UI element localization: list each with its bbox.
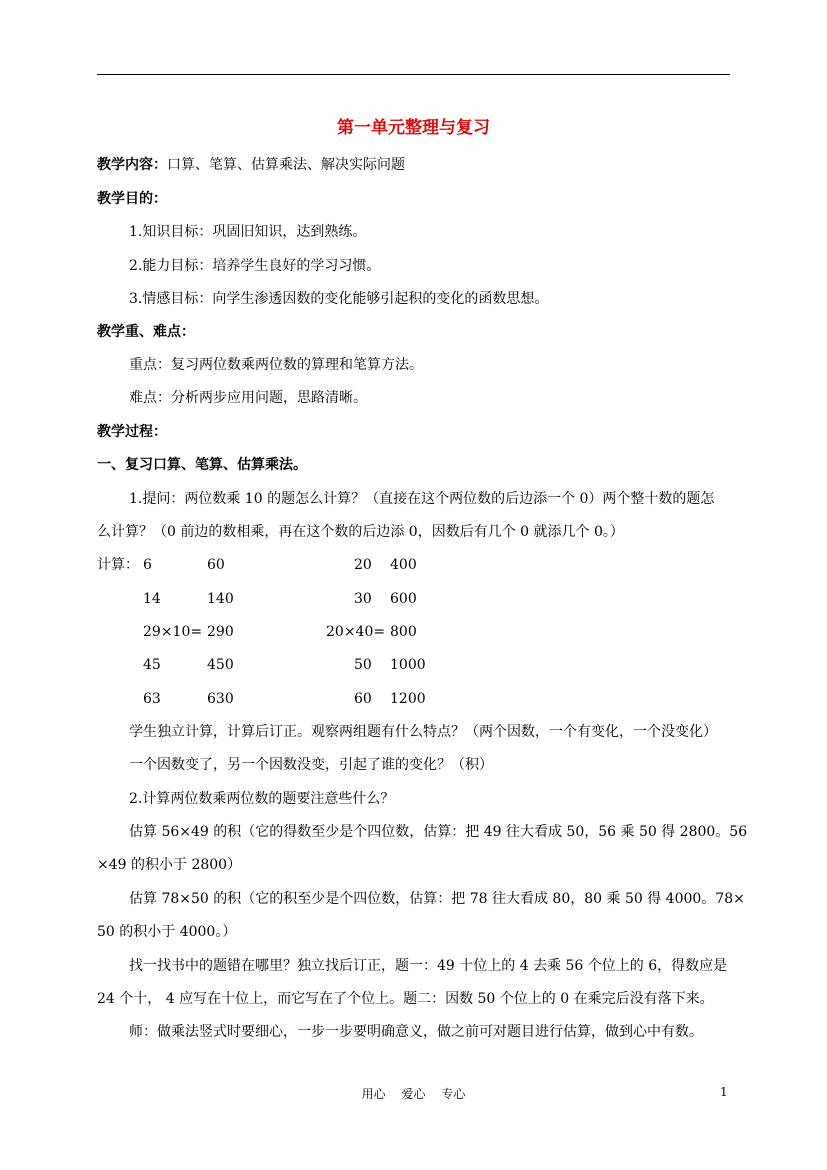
estimate-2-line-1: 估算 78×50 的积（它的积至少是个四位数，估算：把 78 往大看成 80，80 乘 50 得 4000。78× [129,891,745,907]
paragraph-observe: 学生独立计算，计算后订正。观察两组题有什么特点？（两个因数，一个有变化，一个没变化） [129,724,717,740]
content-text: 口算、笔算、估算乘法、解决实际问题 [167,157,405,173]
calc-cell: 600 [390,591,417,607]
key-point: 重点：复习两位数乘两位数的算理和笔算方法。 [129,357,423,373]
calc-cell: 29×10= [143,624,203,640]
page-footer [0,1085,827,1102]
question-1-line-1: 1.提问：两位数乘 10 的题怎么计算？（直接在这个两位数的后边添一个 0）两个整十数的题怎 [129,491,715,507]
goal-1: 1.知识目标：巩固旧知识，达到熟练。 [129,224,367,240]
footer-text: 用心 [361,1087,386,1101]
header-rule [97,74,730,75]
content-label: 教学内容： [97,157,167,173]
calc-cell: 14 [143,591,161,607]
estimate-2-line-2: 50 的积小于 4000。） [97,924,237,940]
calc-cell: 60 [354,691,372,707]
question-1-line-2: 么计算？（0 前边的数相乘，再在这个数的后边添 0，因数后有几个 0 就添几个 0。） [97,524,624,540]
calc-cell: 800 [390,624,417,640]
estimate-1-line-2: ×49 的积小于 2800） [97,857,242,873]
process-label: 教学过程： [97,424,167,440]
calc-cell: 20 [354,557,372,573]
calc-cell: 450 [207,657,234,673]
question-2: 2.计算两位数乘两位数的题要注意些什么？ [129,791,395,807]
paragraph-change: 一个因数变了，另一个因数没变，引起了谁的变化？（积） [129,757,493,773]
calc-cell: 1200 [390,691,426,707]
calc-cell: 1000 [390,657,426,673]
teacher-note: 师：做乘法竖式时要细心，一步一步要明确意义，做之前可对题目进行估算，做到心中有数。 [129,1024,703,1040]
find-errors-line-1: 找一找书中的题错在哪里？独立找后订正，题一：49 十位上的 4 去乘 56 个位上的 6，得数应是 [129,958,728,974]
calc-cell: 290 [207,624,234,640]
calc-cell: 20×40= [326,624,386,640]
calc-cell: 140 [207,591,234,607]
page-number: 1 [720,1085,728,1099]
goals-label: 教学目的： [97,191,167,207]
goal-2: 2.能力目标：培养学生良好的学习习惯。 [129,258,381,274]
calc-cell: 630 [207,691,234,707]
estimate-1-line-1: 估算 56×49 的积（它的得数至少是个四位数，估算：把 49 往大看成 50，56 乘 50 得 2800。56 [129,824,748,840]
calc-cell: 60 [207,557,225,573]
calc-cell: 400 [390,557,417,573]
footer-text: 爱心 [401,1087,426,1101]
footer-text: 专心 [441,1087,466,1101]
calc-cell: 45 [143,657,161,673]
calc-cell: 30 [354,591,372,607]
section-1-heading: 一、复习口算、笔算、估算乘法。 [97,457,307,473]
calc-cell: 6 [143,557,152,573]
key-label: 教学重、难点： [97,324,195,340]
goal-3: 3.情感目标：向学生渗透因数的变化能够引起积的变化的函数思想。 [129,291,549,307]
find-errors-line-2: 24 个十， 4 应写在十位上，而它写在了个位上。题二：因数 50 个位上的 0 在乘完后没有落下来。 [97,991,714,1007]
calc-cell: 63 [143,691,161,707]
calc-label: 计算： [97,557,139,573]
content-line [97,155,405,175]
calc-cell: 50 [354,657,372,673]
difficult-point: 难点：分析两步应用问题，思路清晰。 [129,390,367,406]
page-title: 第一单元整理与复习 [337,118,490,138]
